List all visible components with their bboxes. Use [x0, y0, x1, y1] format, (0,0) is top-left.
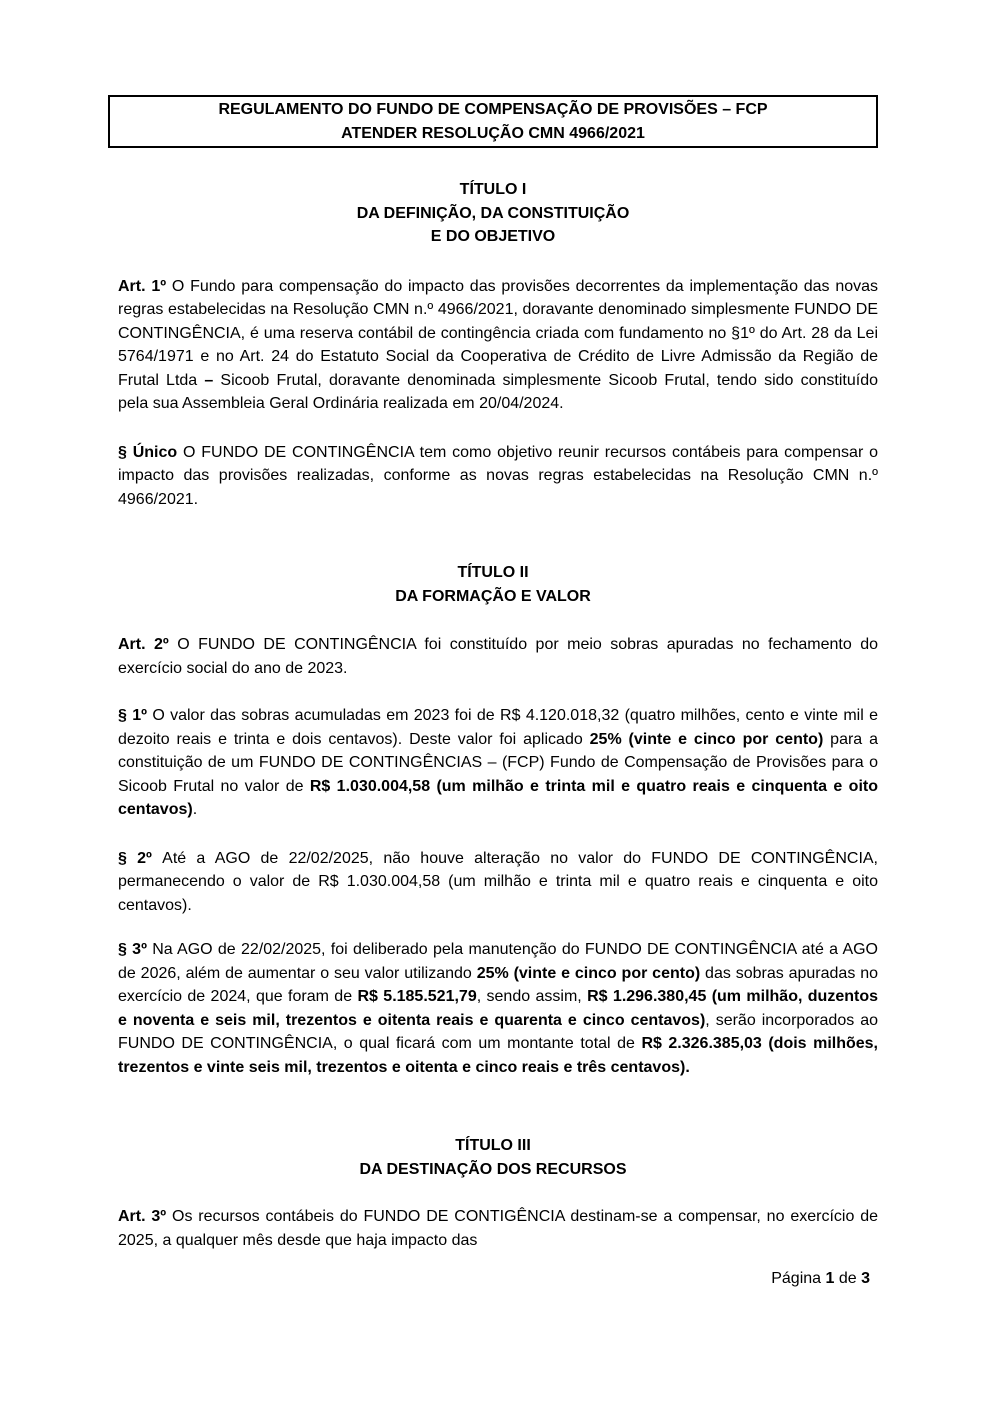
- body-text: O FUNDO DE CONTINGÊNCIA foi constituído por meio sobras apuradas no fechamento do exercício social do ano de 2023.: [118, 636, 879, 677]
- paragraph-art-1: [118, 275, 878, 416]
- body-text: , serão incorporados ao FUNDO DE CONTINGÊNCIA, o qual ficará com um montante total de: [118, 1011, 878, 1052]
- bold-text: § 1º: [118, 707, 153, 724]
- section-title-titulo-1: [108, 178, 878, 249]
- bold-text: R$ 1.030.004,58 (um milhão e trinta mil e quatro reais e cinquenta e oito centavos): [118, 777, 878, 818]
- section-title-line: DA DESTINAÇÃO DOS RECURSOS: [359, 1160, 627, 1178]
- body-text: , sendo assim,: [476, 988, 588, 1005]
- body-text: O valor das sobras acumuladas em 2023 foi de R$ 4.120.018,32 (quatro milhões, cento e vinte mil e dezoito reais e trinta e dois centavos). Deste valor foi aplicado: [118, 707, 879, 748]
- bold-text: 25% (vinte e cinco por cento): [476, 964, 701, 982]
- bold-text: § Único: [118, 443, 183, 461]
- paragraph-art-2: [118, 633, 878, 680]
- header-title-line-2: ATENDER RESOLUÇÃO CMN 4966/2021: [341, 124, 645, 142]
- section-title-line: E DO OBJETIVO: [430, 228, 556, 245]
- document-header-box: [108, 95, 878, 148]
- paragraph-paragrafo-unico: [118, 441, 878, 512]
- bold-text: –: [204, 371, 214, 389]
- header-title-line-1: REGULAMENTO DO FUNDO DE COMPENSAÇÃO DE PROVISÕES – FCP: [218, 101, 768, 118]
- document-content: [108, 95, 878, 1291]
- body-text: Sicoob Frutal, doravante denominada simplesmente Sicoob Frutal, tendo sido constituído pela sua Assembleia Geral Ordinária realizada em 20/04/2024.: [118, 371, 878, 412]
- section-title-titulo-2: [108, 561, 878, 608]
- body-text: para a constituição de um FUNDO DE CONTINGÊNCIAS – (FCP) Fundo de Compensação de Provisões para o Sicoob Frutal no valor de: [118, 730, 878, 795]
- body-text: de: [834, 1270, 862, 1287]
- section-title-line: DA DEFINIÇÃO, DA CONSTITUIÇÃO: [356, 204, 630, 222]
- bold-text: 1: [825, 1270, 835, 1287]
- bold-text: R$ 2.326.385,03 (dois milhões, trezentos e vinte seis mil, trezentos e oitenta e cinco reais e três centavos).: [118, 1035, 878, 1076]
- body-text: Página: [771, 1270, 826, 1287]
- bold-text: Art. 3º: [118, 1208, 172, 1225]
- section-title-line: TÍTULO II: [457, 564, 529, 581]
- bold-text: R$ 1.296.380,45 (um milhão, duzentos e noventa e seis mil, trezentos e oitenta reais e quarenta e cinco centavos): [118, 988, 878, 1029]
- paragraph-paragrafo-3: [118, 938, 878, 1079]
- body-text: O FUNDO DE CONTINGÊNCIA tem como objetivo reunir recursos contábeis para compensar o impacto das provisões realizadas, conforme as novas regras estabelecidas na Resolução CMN n.º 4966/2021.: [118, 443, 879, 508]
- bold-text: R$ 5.185.521,79: [357, 988, 477, 1005]
- section-title-titulo-3: [108, 1134, 878, 1181]
- body-text: Na AGO de 22/02/2025, foi deliberado pela manutenção do FUNDO DE CONTINGÊNCIA até a AGO de 2026, além de aumentar o seu valor utilizando: [118, 941, 879, 982]
- paragraph-paragrafo-1: [118, 704, 878, 822]
- body-text: Os recursos contábeis do FUNDO DE CONTIGÊNCIA destinam-se a compensar, no exercício de 2025, a qualquer mês desde que haja impacto das: [118, 1208, 878, 1249]
- body-text: O Fundo para compensação do impacto das provisões decorrentes da implementação das novas regras estabelecidas na Resolução CMN n.º 4966/2021, doravante denominado simplesmente FUNDO DE CONTINGÊNCIA, é uma reserva contábil de contingência criada com fundamento no §1º do Art. 28 da Lei 5764/1971 e no Art. 24 do Estatuto Social da Cooperativa de Crédito de Livre Admissão da Região de Frutal Ltda: [118, 277, 879, 389]
- paragraph-paragrafo-2: [118, 847, 878, 918]
- body-text: .: [192, 801, 198, 818]
- section-title-line: TÍTULO I: [459, 181, 527, 198]
- page-number: [118, 1267, 870, 1291]
- section-title-line: DA FORMAÇÃO E VALOR: [395, 587, 591, 605]
- body-text: Até a AGO de 22/02/2025, não houve alteração no valor do FUNDO DE CONTINGÊNCIA, permanecendo o valor de R$ 1.030.004,58 (um milhão e trinta mil e quatro reais e cinquenta e oito centavos).: [118, 849, 879, 914]
- bold-text: Art. 1º: [118, 277, 172, 295]
- bold-text: § 3º: [118, 941, 153, 958]
- paragraph-art-3: [118, 1205, 878, 1252]
- body-text: das sobras apuradas no exercício de 2024, que foram de: [118, 964, 878, 1005]
- section-title-line: TÍTULO III: [455, 1137, 531, 1154]
- bold-text: § 2º: [118, 849, 163, 867]
- bold-text: Art. 2º: [118, 636, 178, 653]
- document-body: [108, 178, 878, 1252]
- bold-text: 3: [861, 1270, 870, 1287]
- bold-text: 25% (vinte e cinco por cento): [589, 730, 824, 748]
